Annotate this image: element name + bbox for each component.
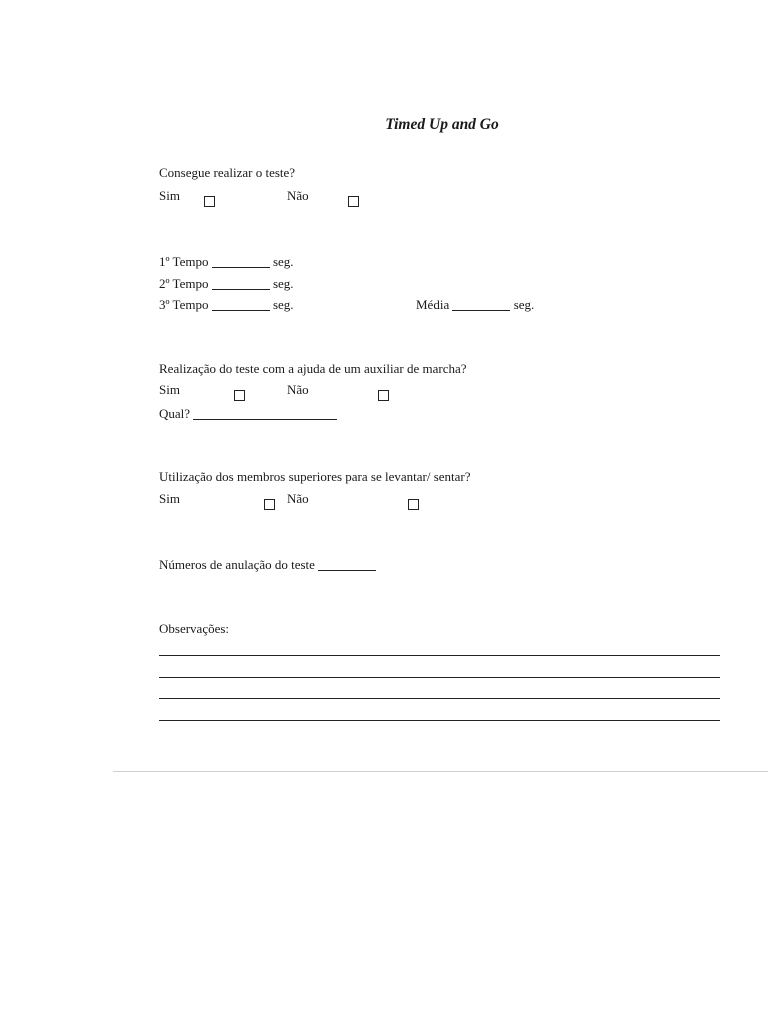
which-aid-row [159,405,337,422]
q1-yes-label: Sim [159,188,180,203]
average-field[interactable] [452,298,510,311]
time-2-unit: seg. [272,276,294,291]
observations-line-1[interactable] [159,655,720,656]
q2-yes-checkbox[interactable] [234,390,245,401]
time-2-label: 2º Tempo [159,276,209,291]
annulments-label: Números de anulação do teste [159,557,315,572]
time-row-1 [159,253,294,270]
time-2-field[interactable] [212,277,270,290]
time-row-3 [159,296,294,313]
q3-yes-checkbox[interactable] [264,499,275,510]
which-aid-field[interactable] [193,407,337,420]
time-row-2 [159,275,294,292]
form-title: Timed Up and Go [385,116,499,133]
q3-no-checkbox[interactable] [408,499,419,510]
time-3-label: 3º Tempo [159,297,209,312]
time-1-unit: seg. [272,254,294,269]
q2-yes-label: Sim [159,382,180,397]
average-unit: seg. [513,297,535,312]
average-row [416,296,534,313]
q1-no-label: Não [287,188,309,203]
time-1-label: 1º Tempo [159,254,209,269]
question-upper-limbs: Utilização dos membros superiores para se levantar/ sentar? [159,469,471,484]
q1-no-checkbox[interactable] [348,196,359,207]
time-1-field[interactable] [212,255,270,268]
q2-no-label: Não [287,382,309,397]
annulments-field[interactable] [318,558,376,571]
average-label: Média [416,297,450,312]
annulments-row [159,556,376,573]
q1-yes-checkbox[interactable] [204,196,215,207]
question-walking-aid: Realização do teste com a ajuda de um auxiliar de marcha? [159,361,467,376]
time-3-field[interactable] [212,298,270,311]
observations-label: Observações: [159,621,230,636]
observations-line-4[interactable] [159,720,720,721]
observations-line-2[interactable] [159,677,720,678]
q2-no-checkbox[interactable] [378,390,389,401]
which-aid-label: Qual? [159,406,191,421]
page-separator [113,771,768,772]
observations-line-3[interactable] [159,698,720,699]
time-3-unit: seg. [272,297,294,312]
question-can-perform: Consegue realizar o teste? [159,165,296,180]
q3-yes-label: Sim [159,491,180,506]
q3-no-label: Não [287,491,309,506]
